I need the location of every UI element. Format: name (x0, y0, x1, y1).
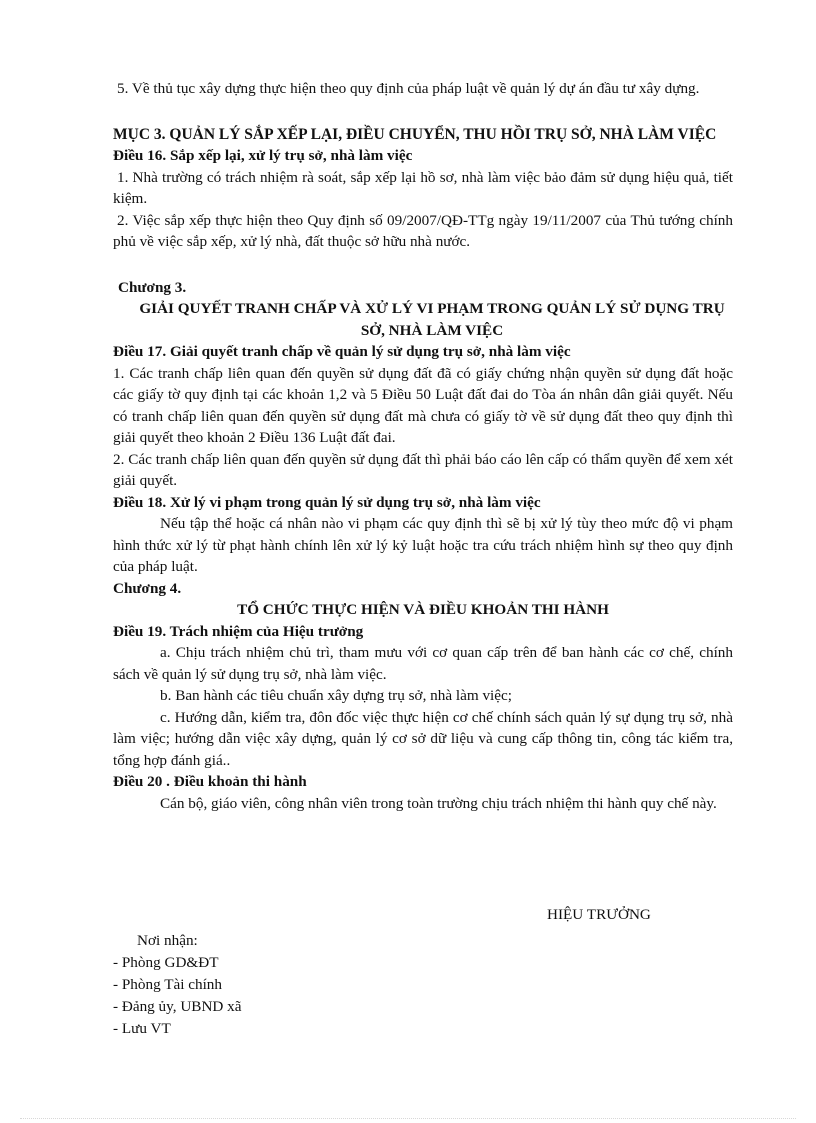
document-body (113, 78, 733, 814)
signature-title: HIỆU TRƯỞNG (547, 906, 651, 923)
dieu-16-paragraph-2: 2. Việc sắp xếp thực hiện theo Quy định số 09/2007/QĐ-TTg ngày 19/11/2007 của Thủ tướng chính phủ về việc sắp xếp, xử lý nhà, đất thuộc sở hữu nhà nước. (113, 211, 733, 250)
recipient-item: - Đảng ủy, UBND xã (113, 998, 242, 1015)
dieu-19-item-b: b. Ban hành các tiêu chuẩn xây dựng trụ sở, nhà làm việc; (160, 687, 512, 704)
dieu-19-item-a: a. Chịu trách nhiệm chủ trì, tham mưu với cơ quan cấp trên để ban hành các cơ chế, chính sách về quản lý sử dụng trụ sở, nhà làm việc. (113, 644, 733, 683)
recipient-item: - Phòng GD&ĐT (113, 954, 219, 971)
recipient-item: - Phòng Tài chính (113, 976, 222, 993)
dieu-16-title: Điều 16. Sắp xếp lại, xử lý trụ sở, nhà làm việc (113, 147, 413, 164)
dieu-18-paragraph-1: Nếu tập thể hoặc cá nhân nào vi phạm các quy định thì sẽ bị xử lý tùy theo mức độ vi phạm hình thức xử lý từ phạt hành chính lên xử lý kỷ luật hoặc tra cứu trách nhiệm hình sự theo quy định của pháp luật. (113, 515, 733, 575)
chuong-3-label: Chương 3. (118, 278, 187, 296)
dieu-20-title: Điều 20 . Điều khoản thi hành (113, 773, 307, 790)
recipients-block (113, 930, 242, 1040)
dieu-16-paragraph-1: 1. Nhà trường có trách nhiệm rà soát, sắp xếp lại hồ sơ, nhà làm việc bảo đảm sử dụng hiệu quả, tiết kiệm. (113, 168, 733, 207)
muc-3-title: MỤC 3. QUẢN LÝ SẮP XẾP LẠI, ĐIỀU CHUYỂN, THU HỒI TRỤ SỞ, NHÀ LÀM VIỆC (113, 125, 717, 143)
dieu-18-title: Điều 18. Xử lý vi phạm trong quản lý sử dụng trụ sở, nhà làm việc (113, 493, 541, 511)
chuong-4-label: Chương 4. (113, 579, 182, 597)
item-5-paragraph: 5. Về thủ tục xây dựng thực hiện theo quy định của pháp luật về quản lý dự án đầu tư xây dựng. (117, 80, 700, 97)
dieu-19-title: Điều 19. Trách nhiệm của Hiệu trưởng (113, 622, 364, 640)
dieu-17-title: Điều 17. Giải quyết tranh chấp về quản lý sử dụng trụ sở, nhà làm việc (113, 343, 571, 360)
recipients-title: Nơi nhận: (137, 932, 198, 949)
chuong-4-title: TỔ CHỨC THỰC HIỆN VÀ ĐIỀU KHOẢN THI HÀNH (237, 601, 609, 618)
page-bottom-divider (20, 1118, 796, 1119)
dieu-17-paragraph-2: 2. Các tranh chấp liên quan đến quyền sử dụng đất thì phải báo cáo lên cấp có thẩm quyền để xem xét giải quyết. (113, 450, 733, 489)
chuong-3-title: GIẢI QUYẾT TRANH CHẤP VÀ XỬ LÝ VI PHẠM TRONG QUẢN LÝ SỬ DỤNG TRỤ SỞ, NHÀ LÀM VIỆC (139, 300, 725, 339)
recipient-item: - Lưu VT (113, 1020, 171, 1037)
dieu-17-paragraph-1: 1. Các tranh chấp liên quan đến quyền sử dụng đất đã có giấy chứng nhận quyền sử dụng đất hoặc các giấy tờ quy định tại các khoản 1,2 và 5 Điều 50 Luật đất đai do Tòa án nhân dân giải quyết. Nếu có tranh chấp liên quan đến quyền sử dụng đất mà chưa có giấy tờ về sử dụng đất theo quy định thì giải quyết theo khoản 2 Điều 136 Luật đất đai. (113, 364, 733, 446)
dieu-19-item-c: c. Hướng dẫn, kiểm tra, đôn đốc việc thực hiện cơ chế chính sách quản lý sự dụng trụ sở, nhà làm việc; hướng dẫn việc xây dựng, quản lý cơ sở dữ liệu và cung cấp thông tin, công tác kiểm tra, tổng hợp đánh giá.. (113, 708, 733, 769)
dieu-20-paragraph-1: Cán bộ, giáo viên, công nhân viên trong toàn trường chịu trách nhiệm thi hành quy chế này. (160, 794, 717, 812)
